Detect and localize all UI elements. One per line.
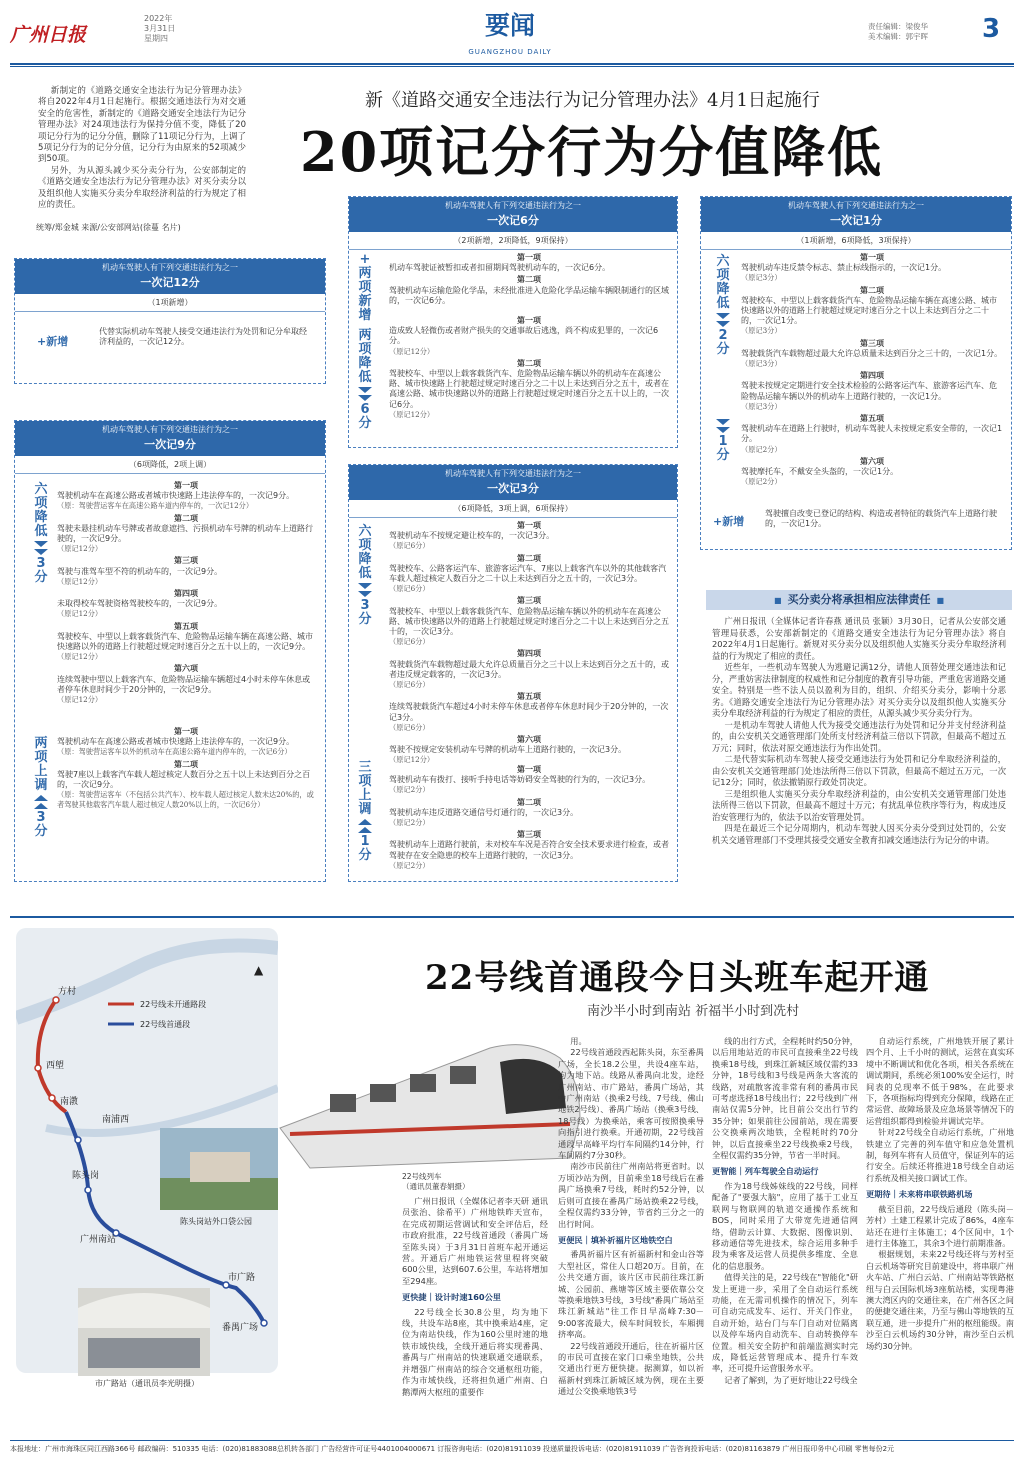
side-label-text: 两项新增	[358, 266, 372, 323]
list-item	[57, 514, 315, 555]
item-text: 驾驶7座以上载客汽车载人超过核定人数百分之五十以上未达到百分之百的，一次记9分。	[57, 769, 311, 790]
subsection-title: ■ 买分卖分将承担相应法律责任 ■	[706, 590, 1012, 610]
arrow-down-icon	[716, 313, 730, 319]
item-heading: 第二项	[860, 285, 884, 295]
station-label: 陈头岗	[72, 1171, 100, 1181]
item-note: （原记6分）	[389, 680, 430, 690]
item-heading: 第三项	[517, 596, 541, 606]
item-heading: 第二项	[517, 553, 541, 563]
item-note: （原记2分）	[389, 860, 430, 870]
box-title	[349, 465, 677, 500]
items-list	[389, 763, 669, 871]
item-note: （原记6分）	[389, 584, 430, 594]
box-6-points	[348, 196, 678, 448]
train-illustration	[270, 1018, 590, 1178]
list-item	[741, 414, 1003, 455]
item-text: 驾驶机动车不按规定避让校车的，一次记3分。	[389, 531, 555, 541]
item-text: 驾驶机动车在高速公路或者城市快速路上违法停车的，一次记9分。	[57, 737, 295, 747]
header-rule	[10, 63, 1014, 65]
arrow-up-icon	[358, 819, 372, 825]
legend-opened: 22号线首通段	[140, 1020, 191, 1029]
subhead: 更快捷｜设计时速160公里	[402, 1292, 501, 1303]
box-title	[701, 197, 1011, 232]
item-heading: 第一项	[174, 481, 198, 490]
main-headline: 20项记分行为分值降低	[300, 120, 884, 184]
arrow-down-icon	[716, 427, 730, 433]
list-item	[57, 622, 315, 663]
article-column	[712, 1036, 858, 1386]
paragraph: 南沙市民前往广州南站将更省时。以万顷沙站为例，目前乘坐18号线后在番禺广场换乘7号线，耗时约52分钟，以后则可直接在番禺广场站换乘22号线，全程仅需约33分钟，节省约三分之一的出行时间。	[558, 1161, 704, 1229]
item-note: （原记3分）	[741, 326, 782, 336]
article-column	[402, 1196, 548, 1398]
train-window	[450, 1066, 476, 1084]
item-text: 驾驶校车、中型以上载客载货汽车、危险物品运输车辆以外的机动车在高速公路、城市快速路上行驶超过规定时速百分之二十以上未达到百分之五十，或者在高速公路、城市快速路以外的道路上行驶超过规定时速百分之五十以上的，一次记6分。	[389, 369, 669, 409]
subhead: 更便民｜填补祈福片区地铁空白	[558, 1234, 673, 1245]
station-dot	[49, 1095, 55, 1101]
item-text: 驾驶载货汽车载物超过最大允许总质量未达到百分之三十的，一次记1分。	[741, 348, 1003, 358]
lead-text	[38, 86, 246, 211]
item-text: 机动车驾驶证被暂扣或者扣留期间驾驶机动车的，一次记6分。	[389, 263, 611, 273]
item-text: 驾驶未按规定定期进行安全技术检验的公路客运汽车、旅游客运汽车、危险物品运输车辆以外的机动车上道路行驶的，一次记1分。	[741, 381, 997, 401]
section-divider	[10, 916, 1014, 918]
item-text: 驾驶机动车上道路行驶前，未对校车车况是否符合安全技术要求进行检查，或者驾驶存在安全隐患的校车上道路行驶的，一次记3分。	[389, 840, 669, 860]
subhead: 更智能｜列车驾驶全自动运行	[712, 1166, 819, 1177]
article-column	[558, 1036, 704, 1398]
station-label: 番禺广场	[222, 1323, 259, 1333]
metro-headline: 22号线首通段今日头班车起开通	[425, 958, 930, 998]
paragraph: 近些年，一些机动车驾驶人为逃避记满12分，请他人顶替处理交通违法和记分，严重妨害法律制度的权威性和记分制度的教育引导功能，严重危害道路交通安全。特别是一些不法人员以盈利为目的，组织、介绍买分卖分，影响十分恶劣。《道路交通安全违法行为记分管理办法》对买分卖分以及组织他人实施买分卖分牟取经济利益的行为规定了相应的责任，从源头减少买分卖分行为。	[712, 662, 1006, 718]
credit-line: 统筹/郑金城 来源/公安部网站(徐蔓 名片)	[36, 223, 181, 232]
station-dot	[85, 1187, 91, 1193]
box-text: 驾驶擅自改变已登记的结构、构造或者特征的载货汽车上道路行驶的，一次记1分。	[765, 509, 997, 529]
item-note: （原记12分）	[57, 695, 103, 705]
list-item	[741, 286, 1003, 337]
item-heading: 第三项	[517, 830, 541, 840]
item-heading: 第六项	[174, 664, 198, 674]
legend-unopened: 22号线未开通路段	[140, 1000, 207, 1009]
paragraph: 记者了解到，为了更好地让22号线全	[724, 1374, 858, 1385]
item-text: 驾驶未悬挂机动车号牌或者故意遮挡、污损机动车号牌的机动车上道路行驶的，一次记9分。	[57, 523, 313, 544]
list-item	[57, 481, 315, 512]
list-item	[741, 253, 1003, 284]
list-item	[389, 253, 669, 273]
box-title-line: 机动车驾驶人有下列交通违法行为之一	[788, 201, 924, 210]
kicker: 新《道路交通安全违法行为记分管理办法》4月1日起施行	[365, 90, 820, 111]
item-note: （原记6分）	[389, 541, 430, 551]
section-title: 要闻	[484, 11, 535, 40]
box-title-line: 机动车驾驶人有下列交通违法行为之一	[445, 469, 581, 478]
paragraph: 针对22号线全自动运行系统，广州地铁建立了完善的列车值守和应急处置机制，每列车将有人员值守，保证列车的运行安全。后续还将推进18号线全自动运行系统及相关接口调试工作。	[866, 1127, 1014, 1183]
item-heading: 第二项	[517, 275, 541, 285]
station-label: 南漖	[60, 1097, 79, 1107]
side-label-text: 三项上调	[358, 760, 372, 817]
list-item	[389, 649, 669, 690]
side-label-points: 6分	[358, 402, 372, 431]
arrow-down-icon	[358, 583, 372, 589]
item-note: （原记2分）	[741, 444, 782, 454]
paragraph: 四是在最近三个记分周期内，机动车驾驶人因买分卖分受到过处罚的，公安机关交通管理部门不受理其接受交通安全教育扣减交通违法行为记分的申请。	[712, 823, 1006, 845]
side-label-lower	[357, 329, 373, 431]
list-item	[389, 692, 669, 733]
item-text: 造成致人轻微伤或者财产损失的交通事故后逃逸，尚不构成犯罪的，一次记6分。	[389, 326, 659, 346]
train-window	[410, 1074, 436, 1092]
items-list	[57, 725, 315, 811]
list-item	[389, 316, 669, 357]
item-heading: 第二项	[174, 759, 198, 769]
paragraph: 22号线首通段西起陈头岗，东至番禺广场，全长18.2公里，共设4座车站，均为地下站。线路从番禺向北发，途经广州南站、市广路站，番禺广场站，其中广州南站（换乘2号线、7号线、佛山地铁2号线）、番禺广场站（换乘3号线、18号线）为换乘站，乘客可按照换乘导向指引进行换乘。开通初期，22号线首通段早高峰平均行车间隔约14分钟，行车间隔约7分30秒。	[558, 1047, 704, 1161]
header-rule-thin	[10, 66, 1014, 67]
box-summary: （1项新增）	[15, 294, 325, 312]
paragraph: 二是代替实际机动车驾驶人接受交通违法行为处罚和记分牟取经济利益的，由公安机关交通管理部门处违法所得三倍以下罚款，但最高不超过五万元，一次记12分；同时，依法撤销原行政处罚决定。	[712, 754, 1006, 787]
item-text: 连续驾驶中型以上载客汽车、危险物品运输车辆超过4小时未停车休息或者停车休息时间少于20分钟的，一次记9分。	[57, 674, 311, 694]
paragraph: 广州日报讯（全媒体记者许春燕 通讯员 张颖）3月30日，记者从公安部交通管理局获悉，公安部新制定的《道路交通安全违法行为记分管理办法》将自2022年4月1日起施行。新规对买分卖分以及组织他人实施买分卖分牟取经济利益的行为规定了相应的责任。	[712, 616, 1006, 661]
item-text: 驾驶机动车在高速公路或者城市快速路上违法停车的，一次记9分。	[57, 491, 295, 501]
box-3-points	[348, 464, 678, 882]
item-text: 驾驶校车、公路客运汽车、旅游客运汽车、7座以上载客汽车以外的其他载客汽车载人超过核定人数百分之二十以上未达到百分之五十的，一次记3分。	[389, 563, 667, 584]
arrow-down-icon	[34, 541, 48, 547]
paragraph: 作为18号线姊妹线的22号线，同样配备了"要强大脑"，应用了基于工业互联网与物联网的轨道交通操作系统和BOS，同时采用了大带宽先进通信网络，借助云计算、大数据、图像识别、移动通信等先进技术，综合运用多种手段为乘客及运营人员提供多维度、全息化的信息服务。	[712, 1180, 858, 1271]
side-label-points: 1分	[716, 434, 730, 463]
item-note: （原记2分）	[389, 818, 430, 828]
item-note: （原记6分）	[389, 722, 430, 732]
page-number: 3	[982, 14, 1001, 44]
photo-caption: 陈头岗站外口袋公园	[180, 1217, 252, 1226]
station-dot	[261, 1320, 267, 1326]
side-label-lower	[33, 483, 49, 585]
paragraph: 22号线首通段开通后，往在祈福片区的市民可直接在家门口乘坐地铁，公共交通出行更方便快捷。据测算，如以祈福新村到珠江新城区域为例，现在主要通过公交换乘地铁3号	[558, 1340, 704, 1397]
item-note: （原记12分）	[57, 576, 103, 586]
list-item	[57, 589, 315, 620]
station-dot	[75, 1137, 81, 1143]
items-list	[389, 519, 669, 766]
item-heading: 第六项	[517, 735, 541, 745]
item-heading: 第四项	[860, 371, 884, 381]
list-item	[389, 596, 669, 647]
item-heading: 第五项	[860, 414, 884, 424]
paragraph: 线的出行方式，全程耗时约50分钟，以后用地站近的市民可直接乘坐22号线换乘18号线，到珠江新城区域仅需约33分钟，18号线和3号线是两条大客流的线路，对疏散客流非常有利的番禺市民可考虑选择18号线出行；22号线到广州南站仅需5分钟，比目前公交出行节约35分钟；如果前往公园前站，现在需要公交换乘两次地铁，全程耗时约70分钟，以后直接乘坐22号线换乘2号线，全程仅需约35分钟，节省一半时间。	[712, 1036, 858, 1161]
arrow-up-icon	[34, 795, 48, 801]
station-label: 广州南站	[80, 1235, 117, 1245]
list-item	[389, 765, 669, 796]
item-note: （原记12分）	[57, 652, 103, 662]
section-subtitle: GUANGZHOU DAILY	[468, 48, 552, 56]
list-item	[741, 371, 1003, 412]
item-note: （原记12分）	[389, 346, 435, 356]
list-item	[57, 556, 315, 587]
newspaper-logo: 广州日报	[10, 24, 87, 46]
item-heading: 第一项	[517, 521, 541, 530]
item-note: （原记12分）	[57, 609, 103, 619]
item-heading: 第一项	[174, 727, 198, 736]
arrow-down-icon	[716, 419, 730, 425]
box-title-main: 一次记9分	[144, 438, 196, 451]
item-heading: 第二项	[174, 513, 198, 523]
list-item	[389, 735, 669, 766]
article-buy-sell	[712, 616, 1006, 846]
arrow-down-icon	[358, 387, 372, 393]
item-note: （原：驾驶营运客车（不包括公共汽车）、校车载人超过核定人数未达20%的，或者驾驶其他载客汽车载人超过核定人数20%以上的，一次记6分）	[57, 790, 314, 810]
station-label: 方村	[58, 987, 77, 997]
box-title-main: 一次记1分	[830, 214, 882, 227]
list-item	[57, 664, 315, 705]
item-note: （原记3分）	[741, 359, 782, 369]
items-list	[389, 251, 669, 420]
train-window	[330, 1094, 356, 1112]
box-12-points	[14, 258, 326, 384]
box-title	[15, 259, 325, 294]
items-list	[57, 479, 315, 705]
photo-gates	[88, 1338, 200, 1368]
box-summary: （6项降低，3项上调，6项保持）	[349, 500, 677, 518]
item-text: 连续驾驶载货汽车超过4小时未停车休息或者停车休息时间少于20分钟的，一次记3分。	[389, 702, 669, 722]
paragraph: 用。	[570, 1036, 587, 1046]
list-item	[741, 339, 1003, 370]
arrow-up-icon	[358, 827, 372, 833]
item-heading: 第一项	[517, 765, 541, 774]
item-heading: 第四项	[517, 649, 541, 659]
side-label-points: 1分	[358, 834, 372, 863]
list-item	[57, 760, 315, 811]
item-text: 驾驶校车、中型以上载客载货汽车、危险物品运输车辆在高速公路、城市快速路以外的道路上行驶超过规定时速百分之五十以上的，一次记9分。	[57, 631, 313, 652]
item-text: 驾驶机动车有拨打、接听手持电话等妨碍安全驾驶的行为的，一次记3分。	[389, 775, 651, 785]
side-label-points: 2分	[716, 328, 730, 357]
new-tag: +新增	[713, 515, 745, 528]
box-title-main: 一次记6分	[487, 214, 539, 227]
editor-credits: 责任编辑：梁俊华 美术编辑：郭宇晖	[868, 22, 928, 41]
side-label-points: 3分	[34, 556, 48, 585]
box-summary: （6项降低，2项上调）	[15, 456, 325, 474]
item-heading: 第一项	[860, 253, 884, 262]
item-heading: 第二项	[517, 358, 541, 368]
item-text: 驾驶校车、中型以上载客载货汽车、危险物品运输车辆在高速公路、城市快速路以外的道路上行驶超过规定时速百分之十以上未达到百分之二十的，一次记1分。	[741, 295, 997, 326]
box-title-main: 一次记3分	[487, 482, 539, 495]
item-note: （原记2分）	[389, 785, 430, 795]
side-label-raise	[357, 761, 373, 863]
item-note: （原记3分）	[741, 273, 782, 283]
north-arrow-icon: ▲	[254, 963, 264, 977]
item-heading: 第六项	[860, 456, 884, 466]
item-heading: 第四项	[174, 589, 198, 599]
box-summary: （2项新增，2项降低，9项保持）	[349, 232, 677, 250]
train-caption: 22号线列车 （通讯员董春娟摄）	[402, 1172, 470, 1191]
item-text: 驾驶不按规定安装机动车号牌的机动车上道路行驶的，一次记3分。	[389, 745, 627, 755]
photo-caption: 市广路站（通讯员李光明摄）	[95, 1379, 199, 1388]
station-label: 西塱	[46, 1061, 65, 1071]
list-item	[389, 830, 669, 871]
item-text: 驾驶机动车运输危险化学品，未经批准进入危险化学品运输车辆限制通行的区域的，一次记6分。	[389, 285, 669, 305]
box-title-main: 一次记12分	[140, 276, 200, 289]
metro-subheadline: 南沙半小时到南站 祈福半小时到冼村	[587, 1004, 800, 1019]
item-text: 驾驶机动车在道路上行驶时，机动车驾驶人未按规定系安全带的，一次记1分。	[741, 424, 1003, 444]
box-title-line: 机动车驾驶人有下列交通违法行为之一	[102, 425, 238, 434]
box-title	[15, 421, 325, 456]
list-item	[57, 727, 315, 758]
item-text: 未取得校车驾驶资格驾驶校车的，一次记9分。	[57, 599, 223, 609]
box-title-line: 机动车驾驶人有下列交通违法行为之一	[102, 263, 238, 272]
arrow-down-icon	[358, 591, 372, 597]
paragraph: 截至目前，22号线后通段（陈头岗－芳村）土建工程累计完成了86%，4座车站还在进行主体施工；4个区间中，1个进行主体施工，其余3个进行前期准备。	[866, 1203, 1014, 1248]
station-label: 市广路	[228, 1273, 256, 1283]
photo-ground	[160, 1178, 278, 1210]
paragraph: 番禺祈福片区有祈福新村和金山谷等大型社区，常住人口超20万。目前，在公共交通方面，该片区市民前往珠江新城、公园前、燕塘等区域主要依靠公交等换乘地铁3号线，3号线"番禺广场站至珠江新城站"往工作日早高峰7:30－9:00客流最大，候车时间较长，车厢拥挤率高。	[558, 1249, 704, 1340]
paragraph: 根据规划，未来22号线还将与芳村至白云机场等研究目前建设中，将串联广州火车站、广州白云站、广州南站等铁路枢纽与白云国际机场3座航站楼，实现粤港澳大湾区内的交通往来，在广州各区之间的便捷交通往来，乃至与佛山等地铁的互联互通，进一步提升广州的枢纽能级。南沙至白云机场约30分钟，南沙至白云机场约30分钟。	[866, 1249, 1014, 1351]
side-label-lower	[715, 255, 731, 463]
list-item	[389, 275, 669, 306]
lead-paragraph: 另外，为从源头减少买分卖分行为，公安部制定的《道路交通安全违法行为记分管理办法》对买分卖分以及组织他人实施买分卖分牟取经济利益的行为规定了相应的责任。	[38, 165, 246, 211]
list-item	[741, 457, 1003, 488]
side-label-text: 六项降低	[34, 482, 48, 539]
side-label-text: 六项降低	[358, 524, 372, 581]
side-label-text: 两项上调	[34, 736, 48, 793]
box-1-point	[700, 196, 1012, 550]
box-title-line: 机动车驾驶人有下列交通违法行为之一	[445, 201, 581, 210]
footer: 本报地址：广州市海珠区同江西路366号 邮政编码：510335 电话：(020)81883088总机转各部门 广告经营许可证号4401004000671 订报咨询电话：(020)81911039 投递质量投诉电话：(020)81911039 广告咨询投诉电话：(020)81163879 广州日报印务中心印刷 零售每份2元	[10, 1440, 1014, 1454]
issue-date: 2022年 3月31日 星期四	[144, 14, 176, 43]
item-heading: 第一项	[517, 316, 541, 326]
paragraph: 一是机动车驾驶人请他人代为接受交通违法行为处罚和记分并支付经济利益的，由公安机关交通管理部门处所支付经济利益三倍以下罚款，但最高不超过五万元；同时，依法对原交通违法行为作出处罚。	[712, 719, 1006, 753]
item-text: 驾驶机动车违反禁令标志、禁止标线指示的，一次记1分。	[741, 263, 947, 273]
park-photo	[160, 1128, 278, 1210]
item-note: （原记12分）	[57, 544, 103, 554]
box-text: 代替实际机动车驾驶人接受交通违法行为处罚和记分牟取经济利益的，一次记12分。	[99, 327, 307, 347]
list-item	[389, 359, 669, 420]
lead-paragraph: 新制定的《道路交通安全违法行为记分管理办法》将自2022年4月1日起施行。根据交通违法行为对交通安全的危害性，新制定的《道路交通安全违法行为记分管理办法》对24项违法行为保持分值不变，降低了20项记分行为的记分分值，删除了11项记分行为，上调了5项记分行为的记分分值，记分行为由原来的52项减少到50项。	[38, 86, 246, 165]
paragraph: 三是组织他人实施买分卖分牟取经济利益的，由公安机关交通管理部门处违法所得三倍以下罚款，但最高不超过十万元；有扰乱单位秩序等行为，构成违反治安管理行为的，依法予以治安管理处罚。	[712, 788, 1006, 822]
item-text: 驾驶校车、中型以上载客载货汽车、危险物品运输车辆以外的机动车在高速公路、城市快速路以外的道路上行驶超过规定时速百分之二十以上未达到百分之五十的，一次记3分。	[389, 606, 669, 637]
new-tag: +新增	[37, 335, 69, 348]
items-list	[741, 251, 1003, 487]
item-note: （原记12分）	[389, 755, 435, 765]
subhead: 更期待｜未来将串联铁路机场	[866, 1189, 973, 1200]
train-window	[370, 1084, 396, 1102]
paragraph: 广州日报讯（全媒体记者李天研 通讯员张治、徐希平）广州地铁昨天宣布，在完成初期运营调试和安全评估后，经市政府批准，22号线首通段（番禺广场至陈头岗）于3月31日首班车起开通运营。开通后广州地铁运营里程将突破600公里，达到607.6公里，车站将增加至294座。	[402, 1196, 548, 1286]
item-text: 驾驶与准驾车型不符的机动车的，一次记9分。	[57, 566, 223, 576]
photo-structure	[190, 1152, 250, 1182]
item-heading: 第一项	[517, 253, 541, 262]
item-heading: 第三项	[174, 556, 198, 566]
item-note: （原记6分）	[389, 637, 430, 647]
item-note: （原记2分）	[741, 477, 782, 487]
list-item	[389, 521, 669, 552]
side-label-points: 3分	[34, 810, 48, 839]
station-dot	[35, 1065, 41, 1071]
station-dot	[53, 997, 59, 1003]
side-label-lower	[357, 525, 373, 627]
paragraph: 22号线全长30.8公里，均为地下线，共设车站8座，其中换乘站4座，定位为南站快线，作为160公里时速的地铁市域快线，全线开通后将实现番禺、番禺与广州南站的快速联通交通联系，并增强广州南站的综合交通枢纽功能，作为市域快线，还将担负通广州南、白鹅潭两大枢纽的重要作	[402, 1306, 548, 1397]
arrow-down-icon	[716, 321, 730, 327]
box-title	[349, 197, 677, 232]
side-label-text: 六项降低	[716, 254, 730, 311]
item-note: （原记12分）	[389, 409, 435, 419]
item-note: （原记3分）	[741, 401, 782, 411]
article-column	[866, 1036, 1014, 1352]
list-item	[389, 554, 669, 595]
station-photo	[78, 1288, 210, 1376]
side-label-new: + 两项新增	[358, 252, 372, 323]
box-summary: （1项新增，6项降低，3项保持）	[701, 232, 1011, 250]
side-label-text: 两项降低	[358, 328, 372, 385]
paragraph: 自动运行系统，广州地铁开展了累计四个月、上千小时的测试，运营在真实环境中不断调试和优化各项，相关各系统在调试期间，系统必须100%安全运行，时间表的兑现率不低于98%，在此要求下，各项指标均得到充分保障，线路在正常运营、故障场景及应急场景等情况下的运营组织都得到检验并调试完毕。	[866, 1036, 1014, 1126]
box-9-points	[14, 420, 326, 882]
side-label-points: 3分	[358, 598, 372, 627]
item-heading: 第五项	[174, 621, 198, 631]
item-heading: 第二项	[517, 797, 541, 807]
item-text: 驾驶载货汽车载物超过最大允许总质量百分之三十以上未达到百分之五十的，或者违反规定载客的，一次记3分。	[389, 659, 669, 679]
item-text: 驾驶摩托车，不戴安全头盔的，一次记1分。	[741, 467, 899, 477]
item-text: 驾驶机动车违反道路交通信号灯通行的，一次记3分。	[389, 807, 579, 817]
arrow-down-icon	[34, 549, 48, 555]
item-heading: 第五项	[517, 692, 541, 702]
item-note: （原：驾驶营运客车在高速公路车道内停车的，一次记12分）	[57, 501, 254, 511]
item-heading: 第三项	[860, 338, 884, 348]
item-note: （原：驾驶营运客车以外的机动车在高速公路车道内停车的，一次记6分）	[57, 747, 292, 757]
station-label: 南浦西	[102, 1115, 130, 1125]
arrow-up-icon	[34, 803, 48, 809]
paragraph: 值得关注的是，22号线在"智能化"研发上更进一步，采用了全自动运行系统功能，在无需司机操作的情况下，列车可自动完成发车、运行、开关门作业，自动开始，站台门与车门自动对位隔离以及停车场内自动洗车、自动转换停车位置。相关安全防护和前端监测实时完成，降低运营管理成本、提升行车效率，还可提升运营服务水平。	[712, 1272, 858, 1374]
arrow-down-icon	[358, 395, 372, 401]
list-item	[389, 798, 669, 829]
side-label-raise	[33, 737, 49, 839]
